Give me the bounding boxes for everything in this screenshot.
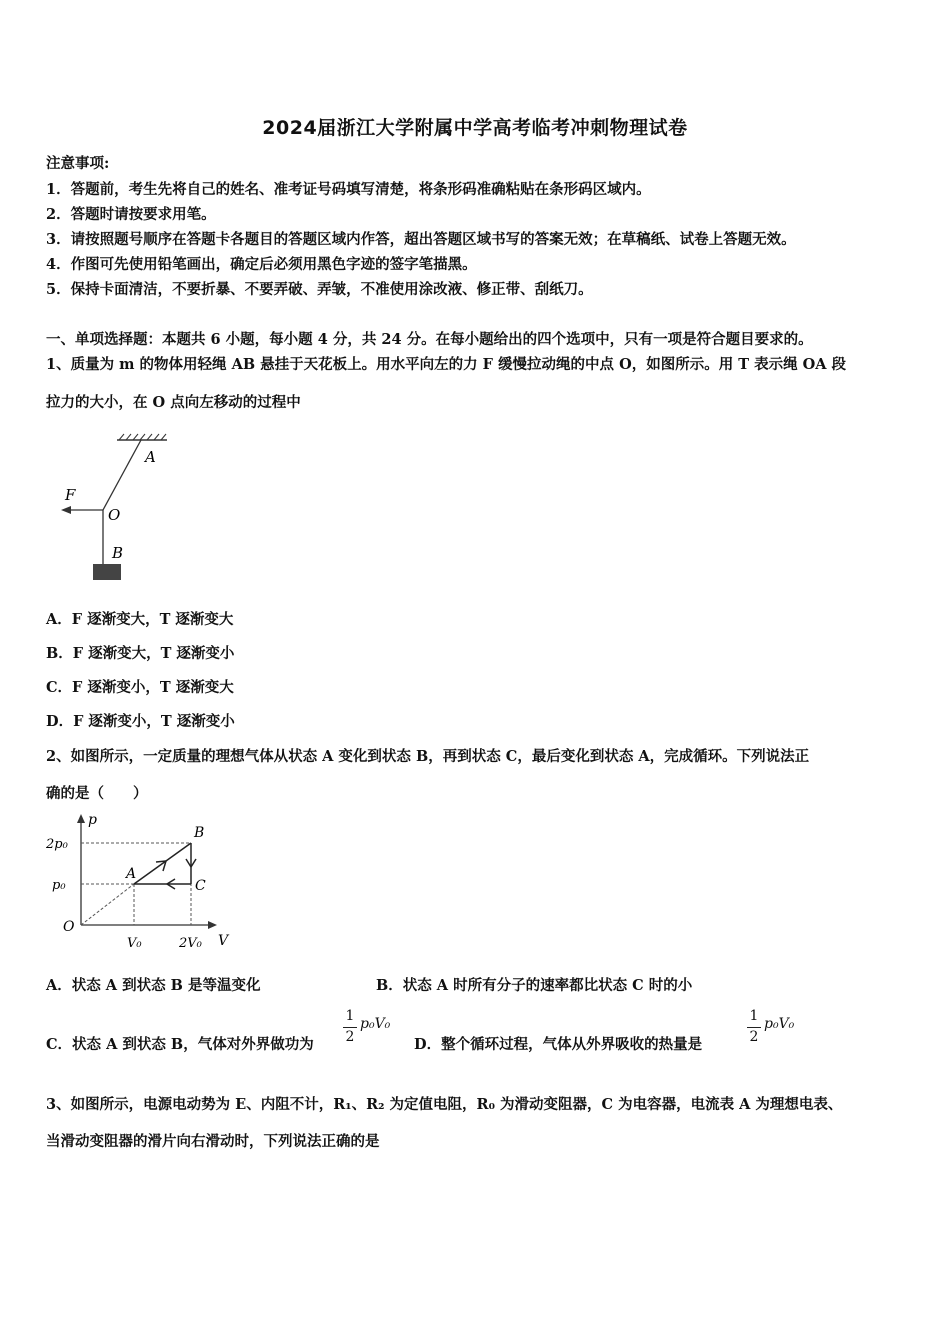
p-axis-arrow [77, 814, 85, 823]
question-3-stem-line1: 3、如图所示，电源电动势为 E、内阻不计，R₁、R₂ 为定值电阻，R₀ 为滑动变阻器，C 为电容器，电流表 A 为理想电表、 [46, 1096, 843, 1113]
notice-item: 3．请按照题号顺序在答题卡各题目的答题区域内作答，超出答题区域书写的答案无效；在草稿纸、试卷上答题无效。 [46, 231, 796, 248]
label-p: p [88, 812, 97, 828]
fraction-bar [343, 1027, 357, 1028]
notice-item: 5．保持卡面清洁，不要折暴、不要弄破、弄皱，不准使用涂改液、修正带、刮纸刀。 [46, 281, 593, 298]
question-2-option-a: A．状态 A 到状态 B 是等温变化 [46, 977, 261, 994]
ceiling-hatch [119, 434, 166, 440]
v-axis-arrow [208, 921, 217, 929]
fraction-numerator: 1 [345, 1008, 355, 1024]
label-o: O [108, 506, 121, 524]
label-state-c: C [195, 878, 206, 894]
mass-block [93, 564, 121, 580]
question-1-figure [55, 432, 185, 584]
question-1-option-a: A．F 逐渐变大，T 逐渐变大 [46, 611, 234, 628]
label-2v0: 2V₀ [179, 936, 202, 951]
question-2-stem-line1: 2、如图所示，一定质量的理想气体从状态 A 变化到状态 B，再到状态 C，最后变化到状态 A，完成循环。下列说法正 [46, 748, 810, 765]
question-1-stem-line1: 1、质量为 m 的物体用轻绳 AB 悬挂于天花板上。用水平向左的力 F 缓慢拉动绳的中点 O，如图所示。用 T 表示绳 OA 段 [46, 356, 847, 373]
notice-item: 4．作图可先使用铅笔画出，确定后必须用黑色字迹的签字笔描黑。 [46, 256, 477, 273]
question-3-stem-line2: 当滑动变阻器的滑片向右滑动时，下列说法正确的是 [46, 1133, 380, 1150]
path-a-b [134, 843, 191, 884]
label-2p0: 2p₀ [46, 837, 68, 852]
label-state-b: B [194, 825, 205, 841]
fraction-denominator: 2 [345, 1029, 355, 1045]
fraction-term: p₀V₀ [764, 1016, 795, 1032]
notice-item: 1．答题前，考生先将自己的姓名、准考证号码填写清楚，将条形码准确粘贴在条形码区域内。 [46, 181, 651, 198]
label-p0: p₀ [52, 878, 66, 893]
dash-origin-a [81, 884, 134, 925]
fraction-bar [747, 1027, 761, 1028]
question-2-pv-figure [44, 810, 244, 955]
question-2-stem-line2: 确的是（ ） [46, 785, 148, 802]
question-2-option-d: D．整个循环过程，气体从外界吸收的热量是 [414, 1036, 703, 1053]
label-origin: O [63, 919, 75, 935]
option-c-fraction [343, 1008, 413, 1050]
question-1-option-c: C．F 逐渐变小，T 逐渐变大 [46, 679, 234, 696]
option-d-fraction [747, 1008, 817, 1050]
section-heading: 一、单项选择题：本题共 6 小题，每小题 4 分，共 24 分。在每小题给出的四个选项中，只有一项是符合题目要求的。 [46, 331, 813, 348]
page-title: 2024届浙江大学附属中学高考临考冲刺物理试卷 [262, 117, 688, 139]
label-v: V [218, 933, 229, 949]
question-1-option-b: B．F 逐渐变大，T 逐渐变小 [46, 645, 235, 662]
question-2-option-c: C．状态 A 到状态 B，气体对外界做功为 [46, 1036, 314, 1053]
fraction-numerator: 1 [749, 1008, 759, 1024]
notice-item: 2．答题时请按要求用笔。 [46, 206, 216, 223]
fraction-term: p₀V₀ [360, 1016, 391, 1032]
rope-oa [103, 440, 141, 510]
label-state-a: A [126, 866, 137, 882]
label-v0: V₀ [127, 936, 142, 951]
label-f: F [65, 486, 76, 504]
label-b: B [112, 544, 124, 562]
question-1-option-d: D．F 逐渐变小，T 逐渐变小 [46, 713, 235, 730]
notice-heading: 注意事项: [46, 155, 110, 172]
force-arrowhead [61, 506, 71, 514]
question-1-stem-line2: 拉力的大小，在 O 点向左移动的过程中 [46, 394, 301, 411]
label-a: A [145, 448, 156, 466]
question-2-option-b: B．状态 A 时所有分子的速率都比状态 C 时的小 [376, 977, 693, 994]
fraction-denominator: 2 [749, 1029, 759, 1045]
